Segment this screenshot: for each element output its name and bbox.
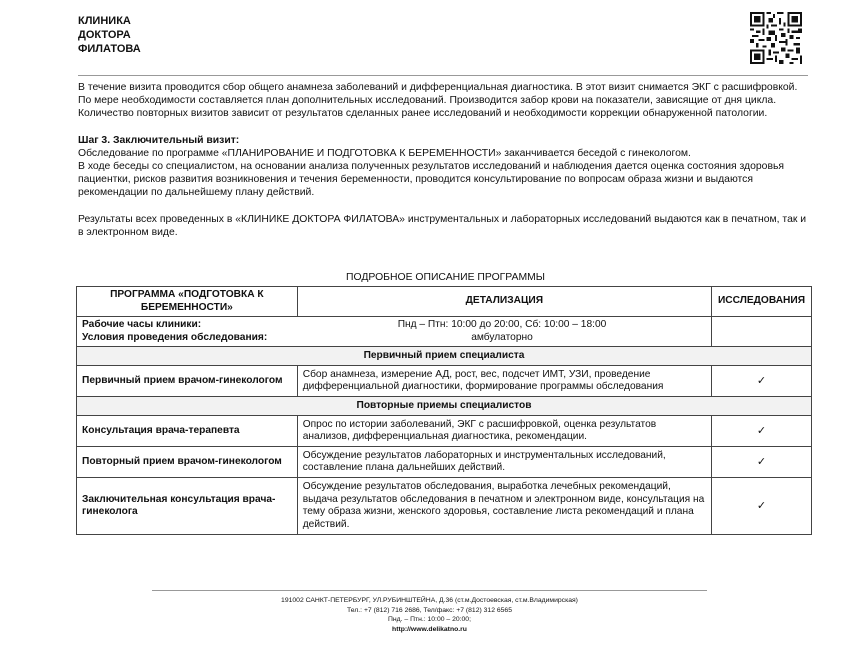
service-detail: Обсуждение результатов лабораторных и инструментальных исследований, составление плана дальнейших действий. <box>297 447 711 478</box>
section-row <box>77 347 812 366</box>
section-row <box>77 397 812 416</box>
section-primary: Первичный прием специалиста <box>77 347 812 366</box>
service-name: Консультация врача-терапевта <box>77 416 298 447</box>
section-repeat: Повторные приемы специалистов <box>77 397 812 416</box>
logo-line: КЛИНИКА <box>78 15 131 27</box>
table-row <box>77 366 812 397</box>
qr-code-icon <box>750 12 802 64</box>
footer-url[interactable]: http://www.delikatno.ru <box>392 625 467 633</box>
column-header: ДЕТАЛИЗАЦИЯ <box>297 287 711 317</box>
footer-address: 191002 САНКТ-ПЕТЕРБУРГ, УЛ.РУБИНШТЕЙНА, Д.36 (ст.м.Достоевская, ст.м.Владимирская) <box>281 597 578 604</box>
conditions-label: Условия проведения обследования: <box>82 331 268 343</box>
hours-value: Пнд – Птн: 10:00 до 20:00, Сб: 10:00 – 18:00 <box>397 319 607 330</box>
results-paragraph: Результаты всех проведенных в «КЛИНИКЕ ДОКТОРА ФИЛАТОВА» инструментальных и лабораторных исследований выдаются как в печатном, так и в электронном виде. <box>78 213 807 238</box>
program-table <box>76 286 812 535</box>
service-name: Повторный прием врачом-гинекологом <box>77 447 298 478</box>
footer <box>152 596 707 634</box>
footer-phone: Тел.: +7 (812) 716 2686, Тел/факс: +7 (812) 312 6565 <box>347 606 512 614</box>
footer-divider <box>152 590 707 591</box>
conditions-value: амбулаторно <box>471 331 533 343</box>
empty-cell <box>712 317 812 347</box>
service-detail: Сбор анамнеза, измерение АД, рост, вес, подсчет ИМТ, УЗИ, проведение дифференциальной диагностики, формирование программы обследования <box>297 366 711 397</box>
check-icon: ✓ <box>712 447 812 478</box>
step3-block <box>78 134 813 200</box>
document-body <box>78 81 813 239</box>
table-title: ПОДРОБНОЕ ОПИСАНИЕ ПРОГРАММЫ <box>346 272 545 283</box>
table-row <box>77 447 812 478</box>
column-header: ПРОГРАММА «ПОДГОТОВКА К БЕРЕМЕННОСТИ» <box>77 287 298 317</box>
footer-hours: Пнд. – Птн.: 10:00 – 20:00; <box>388 616 471 624</box>
column-header: ИССЛЕДОВАНИЯ <box>712 287 812 317</box>
intro-paragraph: В течение визита проводится сбор общего анамнеза заболеваний и дифференциальная диагностика. В этот визит снимается ЭКГ с расшифровкой. По мере необходимости составляется план дополнительных исследований. Производится забор крови на показатели, зависящие от дня цикла. Количество повторных визитов зависит от результатов сделанных ранее исследований и необходимости коррекции обнаруженной патологии. <box>78 82 798 120</box>
table-row <box>77 478 812 535</box>
logo-line: ФИЛАТОВА <box>78 43 141 55</box>
service-detail: Опрос по истории заболеваний, ЭКГ с расшифровкой, оценка результатов анализов, дифференциальная диагностика, рекомендации. <box>297 416 711 447</box>
step3-title: Шаг 3. Заключительный визит: <box>78 134 240 146</box>
table-row <box>77 317 812 347</box>
check-icon: ✓ <box>712 478 812 535</box>
service-detail: Обсуждение результатов обследования, выработка лечебных рекомендаций, выдача результатов обследования в печатном и электронном виде, консультация на тему образа жизни, женского здоровья, составление листа рекомендаций и плана действий. <box>297 478 711 535</box>
hours-label: Рабочие часы клиники: <box>82 319 202 330</box>
clinic-logo <box>78 14 141 56</box>
table-header-row <box>77 287 812 317</box>
check-icon: ✓ <box>712 366 812 397</box>
step3-line2: В ходе беседы со специалистом, на основании анализа полученных результатов исследований и наблюдения дается оценка состояния здоровья пациентки, рисков развития возникновения и течения беременности, проводится консультирование по вопросам образа жизни и выдаются рекомендации по дальнейшему плану действий. <box>78 161 785 199</box>
logo-line: ДОКТОРА <box>78 29 131 41</box>
step3-line1: Обследование по программе «ПЛАНИРОВАНИЕ И ПОДГОТОВКА К БЕРЕМЕННОСТИ» заканчивается беседой с гинекологом. <box>78 147 691 159</box>
service-name: Заключительная консультация врача-гинеколога <box>77 478 298 535</box>
header-divider <box>78 75 808 76</box>
service-name: Первичный прием врачом-гинекологом <box>77 366 298 397</box>
clinic-info-cell <box>77 317 712 347</box>
check-icon: ✓ <box>712 416 812 447</box>
table-row <box>77 416 812 447</box>
